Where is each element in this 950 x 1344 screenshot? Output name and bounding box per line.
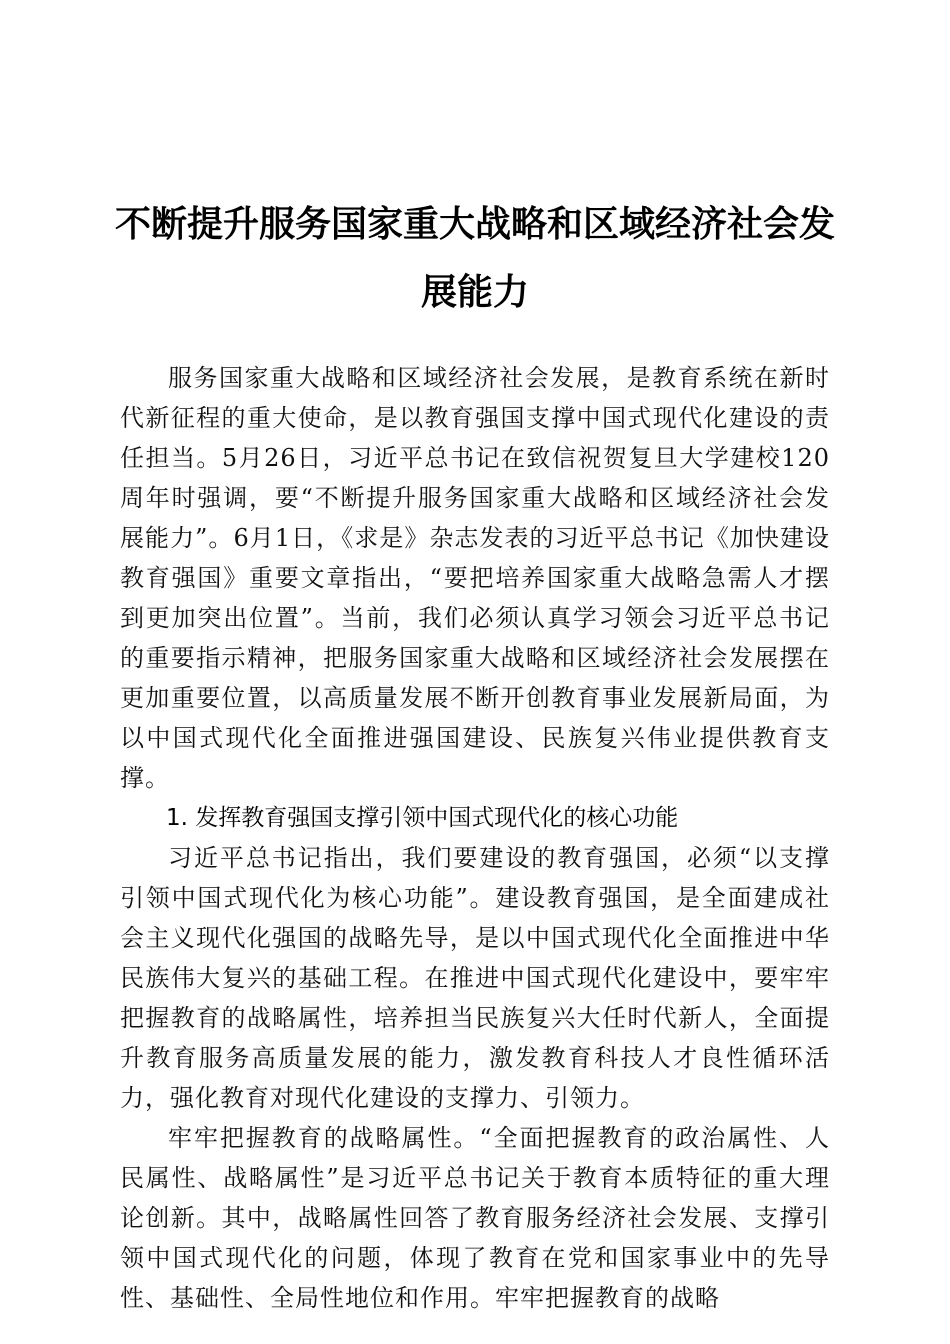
document-body — [120, 358, 830, 1318]
section-heading-1: 1. 发挥教育强国支撑引领中国式现代化的核心功能 — [166, 805, 679, 831]
paragraph-1: 服务国家重大战略和区域经济社会发展，是教育系统在新时代新征程的重大使命，是以教育强国支撑中国式现代化建设的责任担当。5月26日，习近平总书记在致信祝贺复旦大学建校120周年时强调，要“不断提升服务国家重大战略和区域经济社会发展能力”。6月1日，《求是》杂志发表的习近平总书记《加快建设教育强国》重要文章指出，“要把培养国家重大战略急需人才摆到更加突出位置”。当前，我们必须认真学习领会习近平总书记的重要指示精神，把服务国家重大战略和区域经济社会发展摆在更加重要位置，以高质量发展不断开创教育事业发展新局面，为以中国式现代化全面推进强国建设、民族复兴伟业提供教育支撑。 — [120, 364, 830, 792]
document-title: 不断提升服务国家重大战略和区域经济社会发展能力 — [114, 203, 835, 313]
paragraph-3: 牢牢把握教育的战略属性。“全面把握教育的政治属性、人民属性、战略属性”是习近平总书记关于教育本质特征的重大理论创新。其中，战略属性回答了教育服务经济社会发展、支撑引领中国式现代化的问题，体现了教育在党和国家事业中的先导性、基础性、全局性地位和作用。牢牢把握教育的战略 — [120, 1124, 830, 1312]
paragraph-2: 习近平总书记指出，我们要建设的教育强国，必须“以支撑引领中国式现代化为核心功能”。建设教育强国，是全面建成社会主义现代化强国的战略先导，是以中国式现代化全面推进中华民族伟大复兴的基础工程。在推进中国式现代化建设中，要牢牢把握教育的战略属性，培养担当民族复兴大任时代新人，全面提升教育服务高质量发展的能力，激发教育科技人才良性循环活力，强化教育对现代化建设的支撑力、引领力。 — [120, 844, 830, 1112]
